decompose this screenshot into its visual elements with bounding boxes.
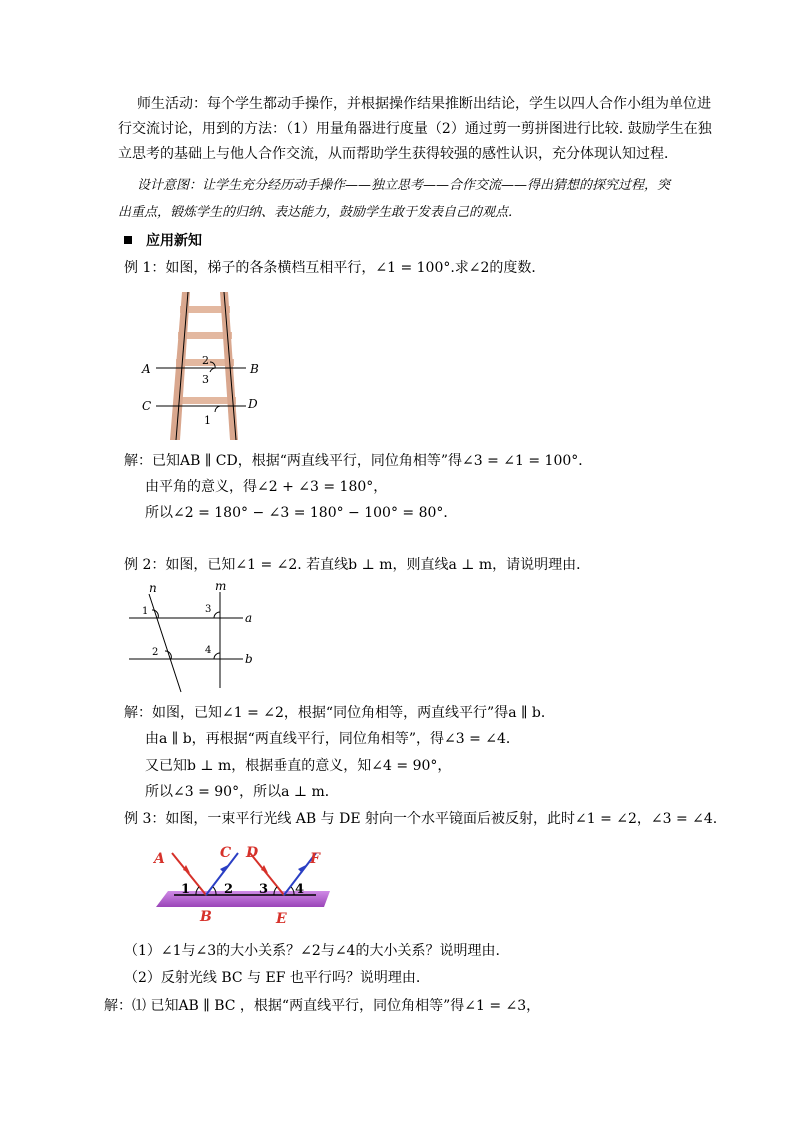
ex3-solution-1: 解：⑴ 已知AB ∥ BC ，根据“两直线平行，同位角相等”得∠1 = ∠3， [104,998,541,1014]
line-label-m: m [215,582,227,593]
point-label-f: F [310,851,320,867]
angle-label-1: 1 [204,414,211,427]
intro-line-2: 行交流讨论，用到的方法：（1）用量角器进行度量（2）通过剪一剪拼图进行比较. 鼓励学生在独 [118,121,712,137]
square-bullet-icon [124,236,132,244]
point-label-d: D [246,845,259,861]
point-label-b: B [200,909,212,925]
angle-label-3: 3 [205,604,212,615]
angle-label-4: 4 [295,882,305,897]
line-label-b: b [245,652,253,666]
ex2-prompt: 例 2：如图，已知∠1 = ∠2. 若直线b ⊥ m，则直线a ⊥ m，请说明理由． [124,557,591,573]
ex1-solution-3: 所以∠2 = 180° − ∠3 = 180° − 100° = 80°． [145,505,458,521]
ladder-rung [174,397,236,404]
intro-line-1: 师生活动：每个学生都动手操作，并根据操作结果推断出结论，学生以四人合作小组为单位进 [137,96,711,112]
mirror-reflection-figure [150,843,335,928]
angle-label-2: 2 [224,882,234,897]
line-n [149,594,181,692]
ex2-solution-3: 又已知b ⊥ m，根据垂直的意义，知∠4 = 90°， [145,758,452,774]
line-label-n: n [149,582,157,595]
point-label-c: C [220,845,232,861]
point-label-a: A [142,362,151,376]
section-title: 应用新知 [146,233,202,249]
angle-label-2: 2 [152,647,159,658]
point-label-b: B [250,362,259,376]
angle-label-3: 3 [202,373,209,386]
point-label-e: E [276,911,287,927]
ex3-question-2: （2）反射光线 BC 与 EF 也平行吗？说明理由. [124,970,421,986]
ladder-figure [140,292,260,440]
ex3-prompt: 例 3：如图，一束平行光线 AB 与 DE 射向一个水平镜面后被反射，此时∠1 = ∠2，∠3 = ∠4. [124,811,718,827]
intro-line-3: 立思考的基础上与他人合作交流，从而帮助学生获得较强的感性认识，充分体现认知过程． [118,146,678,162]
ex2-solution-4: 所以∠3 = 90°，所以a ⊥ m． [145,784,339,800]
ex2-solution-2: 由a ∥ b，再根据“两直线平行，同位角相等”，得∠3 = ∠4． [145,731,520,747]
line-label-a: a [245,611,253,625]
point-label-d: D [248,397,258,411]
point-label-c: C [142,399,152,413]
parallel-lines-figure [125,582,265,694]
ex1-prompt: 例 1：如图，梯子的各条横档互相平行，∠1 = 100°.求∠2的度数． [124,260,546,276]
point-label-a: A [154,851,165,867]
design-line-2: 出重点，锻炼学生的归纳、表达能力，鼓励学生敢于发表自己的观点． [118,205,522,220]
ex2-solution-1: 解：如图，已知∠1 = ∠2，根据“同位角相等，两直线平行”得a ∥ b． [124,705,555,721]
ex1-solution-1: 解：已知AB ∥ CD，根据“两直线平行，同位角相等”得∠3 = ∠1 = 100°． [124,453,593,469]
angle-label-4: 4 [205,645,212,656]
angle-label-1: 1 [181,882,191,897]
ex3-question-1: （1）∠1与∠3的大小关系？∠2与∠4的大小关系？说明理由. [124,943,500,959]
angle-label-3: 3 [259,882,269,897]
angle-label-1: 1 [142,606,149,617]
design-line-1: 设计意图：让学生充分经历动手操作——独立思考——合作交流——得出猜想的探究过程，突 [137,178,671,193]
section-heading [124,231,202,251]
ex1-solution-2: 由平角的意义，得∠2 + ∠3 = 180°， [145,479,388,495]
angle-label-2: 2 [202,354,209,367]
